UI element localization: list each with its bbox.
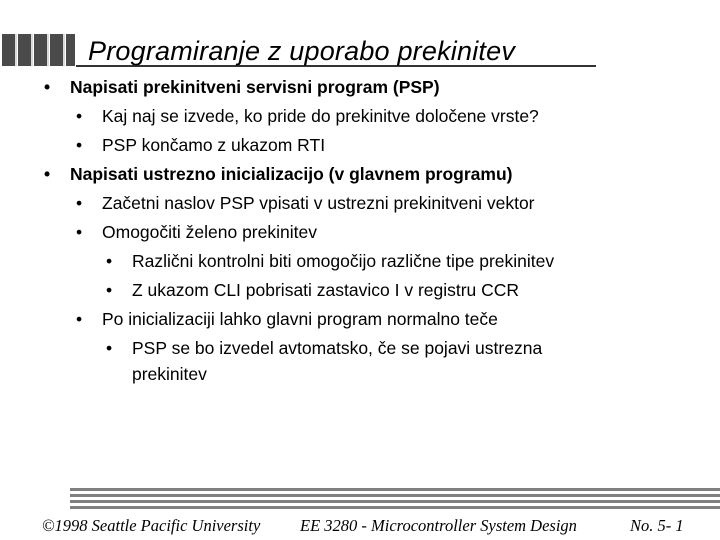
- bullet-dot: •: [44, 164, 51, 184]
- bullet-text: Različni kontrolni biti omogočijo različne tipe prekinitev: [132, 251, 555, 271]
- bullet-dot: •: [106, 338, 113, 358]
- bullet-text: Po inicializaciji lahko glavni program normalno teče: [102, 309, 498, 329]
- bullet-text: Začetni naslov PSP vpisati v ustrezni prekinitveni vektor: [102, 193, 535, 213]
- bullet-text: PSP se bo izvedel avtomatsko, če se pojavi ustrezna: [132, 338, 543, 358]
- logo-bars: [2, 34, 76, 66]
- bullet-dot: •: [76, 222, 83, 242]
- bullet-text: Napisati prekinitveni servisni program (PSP): [70, 77, 440, 97]
- bullet-text: Z ukazom CLI pobrisati zastavico I v registru CCR: [132, 280, 520, 300]
- bullet-text: Napisati ustrezno inicializacijo (v glavnem programu): [70, 164, 513, 184]
- bullet-dot: •: [76, 309, 83, 329]
- bullet-text: prekinitev: [132, 364, 207, 384]
- bullet-dot: •: [76, 135, 83, 155]
- footer-page-number: No. 5- 1: [630, 516, 684, 535]
- footer-rules: [70, 488, 720, 512]
- bullet-text: Kaj naj se izvede, ko pride do prekinitve določene vrste?: [102, 106, 539, 126]
- footer-copyright: ©1998 Seattle Pacific University: [42, 516, 261, 535]
- slide-title: Programiranje z uporabo prekinitev: [88, 36, 516, 66]
- footer-course: EE 3280 - Microcontroller System Design: [300, 516, 577, 535]
- bullet-text: PSP končamo z ukazom RTI: [102, 135, 326, 155]
- bullet-dot: •: [44, 77, 51, 97]
- bullet-dot: •: [76, 193, 83, 213]
- bullet-text: Omogočiti želeno prekinitev: [102, 222, 317, 242]
- bullet-dot: •: [106, 251, 113, 271]
- bullet-dot: •: [106, 280, 113, 300]
- bullet-dot: •: [76, 106, 83, 126]
